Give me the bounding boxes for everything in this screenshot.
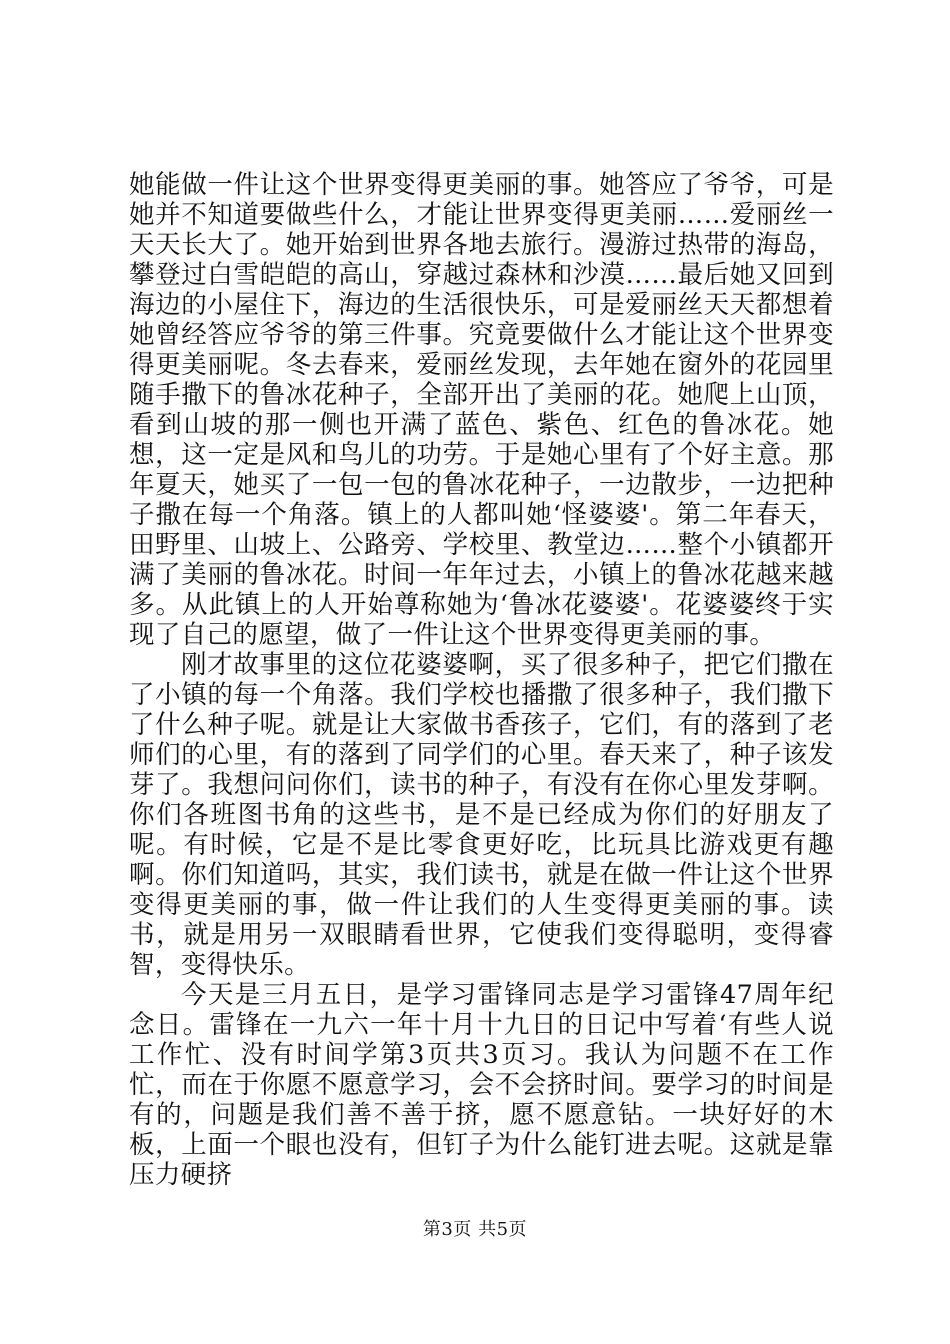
paragraph-lei-feng: 今天是三月五日，是学习雷锋同志是学习雷锋47周年纪念日。雷锋在一九六一年十月十九日的日记中写着‘有些人说工作忙、没有时间学第3页共3页习。我认为问题不在工作忙，而在于你愿不愿意学习，会不会挤时间。要学习的时间是有的，问题是我们善不善于挤，愿不愿意钻。一块好好的木板，上面一个眼也没有，但钉子为什么能钉进去呢。这就是靠压力硬挤 bbox=[129, 980, 834, 1190]
page-footer: 第3页 共5页 bbox=[422, 1219, 528, 1240]
paragraph-story-ending: 她能做一件让这个世界变得更美丽的事。她答应了爷爷，可是她并不知道要做些什么，才能让世界变得更美丽……爱丽丝一天天长大了。她开始到世界各地去旅行。漫游过热带的海岛，攀登过白雪皑皑的高山，穿越过森林和沙漠……最后她又回到海边的小屋住下，海边的生活很快乐，可是爱丽丝天天都想着她曾经答应爷爷的第三件事。究竟要做什么才能让这个世界变得更美丽呢。冬去春来，爱丽丝发现，去年她在窗外的花园里随手撒下的鲁冰花种子，全部开出了美丽的花。她爬上山顶，看到山坡的那一侧也开满了蓝色、紫色、红色的鲁冰花。她想，这一定是风和鸟儿的功劳。于是她心里有了个好主意。那年夏天，她买了一包一包的鲁冰花种子，一边散步，一边把种子撒在每一个角落。镇上的人都叫她‘怪婆婆'。第二年春天，田野里、山坡上、公路旁、学校里、教堂边……整个小镇都开满了美丽的鲁冰花。时间一年年过去，小镇上的鲁冰花越来越多。从此镇上的人开始尊称她为‘鲁冰花婆婆'。花婆婆终于实现了自己的愿望，做了一件让这个世界变得更美丽的事。 bbox=[129, 170, 834, 650]
paragraph-reading-seeds: 刚才故事里的这位花婆婆啊，买了很多种子，把它们撒在了小镇的每一个角落。我们学校也播撒了很多种子，我们撒下了什么种子呢。就是让大家做书香孩子，它们，有的落到了老师们的心里，有的落到了同学们的心里。春天来了，种子该发芽了。我想问问你们，读书的种子，有没有在你心里发芽啊。你们各班图书角的这些书，是不是已经成为你们的好朋友了呢。有时候，它是不是比零食更好吃，比玩具比游戏更有趣啊。你们知道吗，其实，我们读书，就是在做一件让这个世界变得更美丽的事，做一件让我们的人生变得更美丽的事。读书，就是用另一双眼睛看世界，它使我们变得聪明，变得睿智，变得快乐。 bbox=[129, 650, 834, 980]
document-body bbox=[129, 170, 834, 1190]
